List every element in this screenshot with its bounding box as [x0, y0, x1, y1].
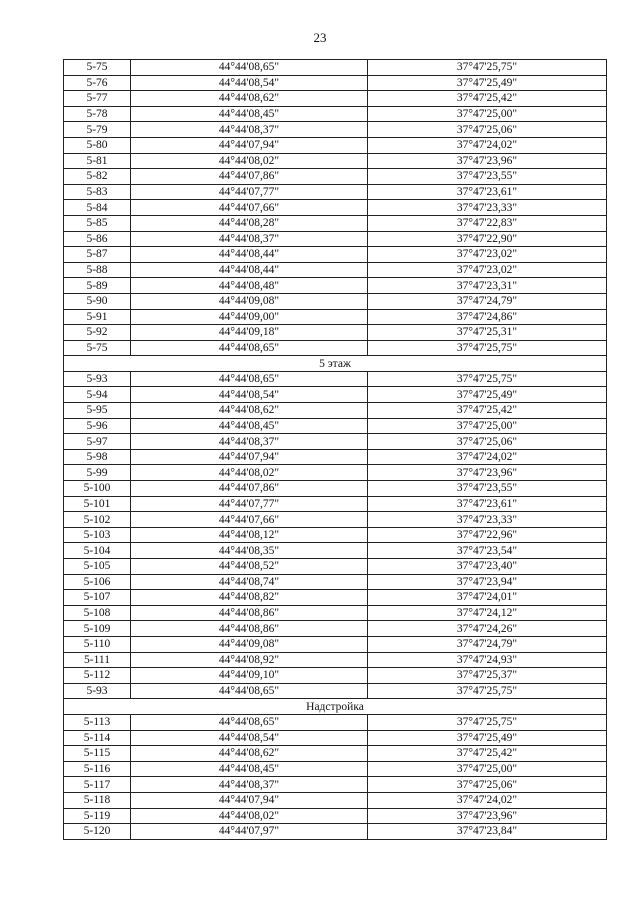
latitude-cell: 44°44'08,54" — [131, 387, 368, 403]
longitude-cell: 37°47'23,31" — [368, 278, 607, 294]
point-number-cell: 5-80 — [64, 137, 131, 153]
longitude-cell: 37°47'24,26" — [368, 621, 607, 637]
latitude-cell: 44°44'08,65" — [131, 60, 368, 76]
latitude-cell: 44°44'07,94" — [131, 137, 368, 153]
section-heading: Надстройка — [64, 699, 607, 715]
table-row — [64, 652, 607, 668]
table-row — [64, 714, 607, 730]
longitude-cell: 37°47'24,79" — [368, 636, 607, 652]
point-number-cell: 5-78 — [64, 106, 131, 122]
table-row — [64, 449, 607, 465]
point-number-cell: 5-113 — [64, 714, 131, 730]
longitude-cell: 37°47'25,06" — [368, 122, 607, 138]
point-number-cell: 5-115 — [64, 746, 131, 762]
latitude-cell: 44°44'07,66" — [131, 512, 368, 528]
longitude-cell: 37°47'25,75" — [368, 340, 607, 356]
point-number-cell: 5-104 — [64, 543, 131, 559]
point-number-cell: 5-109 — [64, 621, 131, 637]
latitude-cell: 44°44'08,02" — [131, 465, 368, 481]
longitude-cell: 37°47'25,75" — [368, 60, 607, 76]
point-number-cell: 5-82 — [64, 169, 131, 185]
longitude-cell: 37°47'24,12" — [368, 605, 607, 621]
point-number-cell: 5-97 — [64, 434, 131, 450]
table-row — [64, 91, 607, 107]
table-row — [64, 512, 607, 528]
point-number-cell: 5-87 — [64, 247, 131, 263]
table-row — [64, 590, 607, 606]
longitude-cell: 37°47'25,00" — [368, 418, 607, 434]
table-row — [64, 278, 607, 294]
longitude-cell: 37°47'25,49" — [368, 387, 607, 403]
longitude-cell: 37°47'23,61" — [368, 496, 607, 512]
latitude-cell: 44°44'07,94" — [131, 449, 368, 465]
table-row — [64, 730, 607, 746]
table-row — [64, 668, 607, 684]
table-row — [64, 122, 607, 138]
table-row — [64, 777, 607, 793]
table-row — [64, 465, 607, 481]
latitude-cell: 44°44'08,37" — [131, 434, 368, 450]
point-number-cell: 5-102 — [64, 512, 131, 528]
longitude-cell: 37°47'23,54" — [368, 543, 607, 559]
table-row — [64, 137, 607, 153]
longitude-cell: 37°47'23,55" — [368, 481, 607, 497]
point-number-cell: 5-99 — [64, 465, 131, 481]
longitude-cell: 37°47'23,61" — [368, 184, 607, 200]
point-number-cell: 5-86 — [64, 231, 131, 247]
longitude-cell: 37°47'23,94" — [368, 574, 607, 590]
section-heading-row — [64, 356, 607, 372]
longitude-cell: 37°47'25,42" — [368, 403, 607, 419]
point-number-cell: 5-76 — [64, 75, 131, 91]
longitude-cell: 37°47'25,75" — [368, 371, 607, 387]
latitude-cell: 44°44'08,54" — [131, 730, 368, 746]
point-number-cell: 5-92 — [64, 325, 131, 341]
table-row — [64, 824, 607, 840]
longitude-cell: 37°47'24,01" — [368, 590, 607, 606]
point-number-cell: 5-117 — [64, 777, 131, 793]
point-number-cell: 5-98 — [64, 449, 131, 465]
point-number-cell: 5-77 — [64, 91, 131, 107]
table-row — [64, 746, 607, 762]
longitude-cell: 37°47'25,49" — [368, 75, 607, 91]
point-number-cell: 5-116 — [64, 761, 131, 777]
latitude-cell: 44°44'07,97" — [131, 824, 368, 840]
point-number-cell: 5-114 — [64, 730, 131, 746]
table-row — [64, 75, 607, 91]
latitude-cell: 44°44'08,37" — [131, 231, 368, 247]
coordinates-table-body — [64, 60, 607, 840]
longitude-cell: 37°47'25,37" — [368, 668, 607, 684]
longitude-cell: 37°47'22,83" — [368, 215, 607, 231]
point-number-cell: 5-75 — [64, 60, 131, 76]
table-row — [64, 215, 607, 231]
longitude-cell: 37°47'25,00" — [368, 106, 607, 122]
latitude-cell: 44°44'08,12" — [131, 527, 368, 543]
point-number-cell: 5-83 — [64, 184, 131, 200]
point-number-cell: 5-100 — [64, 481, 131, 497]
latitude-cell: 44°44'07,86" — [131, 169, 368, 185]
longitude-cell: 37°47'23,84" — [368, 824, 607, 840]
section-heading-row — [64, 699, 607, 715]
latitude-cell: 44°44'08,48" — [131, 278, 368, 294]
latitude-cell: 44°44'07,86" — [131, 481, 368, 497]
longitude-cell: 37°47'23,96" — [368, 153, 607, 169]
latitude-cell: 44°44'08,86" — [131, 621, 368, 637]
longitude-cell: 37°47'25,49" — [368, 730, 607, 746]
latitude-cell: 44°44'08,35" — [131, 543, 368, 559]
point-number-cell: 5-107 — [64, 590, 131, 606]
latitude-cell: 44°44'08,86" — [131, 605, 368, 621]
longitude-cell: 37°47'25,06" — [368, 777, 607, 793]
table-row — [64, 559, 607, 575]
longitude-cell: 37°47'25,75" — [368, 683, 607, 699]
table-row — [64, 621, 607, 637]
point-number-cell: 5-90 — [64, 293, 131, 309]
longitude-cell: 37°47'24,86" — [368, 309, 607, 325]
table-row — [64, 683, 607, 699]
table-row — [64, 808, 607, 824]
point-number-cell: 5-91 — [64, 309, 131, 325]
latitude-cell: 44°44'08,45" — [131, 106, 368, 122]
longitude-cell: 37°47'25,00" — [368, 761, 607, 777]
point-number-cell: 5-79 — [64, 122, 131, 138]
point-number-cell: 5-108 — [64, 605, 131, 621]
longitude-cell: 37°47'22,90" — [368, 231, 607, 247]
latitude-cell: 44°44'09,08" — [131, 636, 368, 652]
table-row — [64, 636, 607, 652]
longitude-cell: 37°47'23,96" — [368, 465, 607, 481]
table-row — [64, 605, 607, 621]
latitude-cell: 44°44'08,92" — [131, 652, 368, 668]
table-row — [64, 309, 607, 325]
longitude-cell: 37°47'23,55" — [368, 169, 607, 185]
longitude-cell: 37°47'22,96" — [368, 527, 607, 543]
latitude-cell: 44°44'08,37" — [131, 122, 368, 138]
point-number-cell: 5-89 — [64, 278, 131, 294]
latitude-cell: 44°44'08,65" — [131, 683, 368, 699]
longitude-cell: 37°47'25,42" — [368, 91, 607, 107]
latitude-cell: 44°44'08,28" — [131, 215, 368, 231]
table-row — [64, 60, 607, 76]
longitude-cell: 37°47'23,96" — [368, 808, 607, 824]
table-row — [64, 153, 607, 169]
longitude-cell: 37°47'23,02" — [368, 247, 607, 263]
point-number-cell: 5-101 — [64, 496, 131, 512]
latitude-cell: 44°44'08,62" — [131, 403, 368, 419]
table-row — [64, 231, 607, 247]
latitude-cell: 44°44'08,62" — [131, 91, 368, 107]
point-number-cell: 5-118 — [64, 792, 131, 808]
latitude-cell: 44°44'07,77" — [131, 496, 368, 512]
latitude-cell: 44°44'09,18" — [131, 325, 368, 341]
point-number-cell: 5-112 — [64, 668, 131, 684]
point-number-cell: 5-105 — [64, 559, 131, 575]
table-row — [64, 325, 607, 341]
point-number-cell: 5-88 — [64, 262, 131, 278]
point-number-cell: 5-120 — [64, 824, 131, 840]
point-number-cell: 5-106 — [64, 574, 131, 590]
longitude-cell: 37°47'23,33" — [368, 512, 607, 528]
table-row — [64, 496, 607, 512]
table-row — [64, 200, 607, 216]
longitude-cell: 37°47'24,93" — [368, 652, 607, 668]
latitude-cell: 44°44'08,02" — [131, 153, 368, 169]
table-row — [64, 761, 607, 777]
longitude-cell: 37°47'24,02" — [368, 137, 607, 153]
table-row — [64, 792, 607, 808]
longitude-cell: 37°47'23,40" — [368, 559, 607, 575]
table-row — [64, 527, 607, 543]
point-number-cell: 5-119 — [64, 808, 131, 824]
table-row — [64, 387, 607, 403]
table-row — [64, 169, 607, 185]
latitude-cell: 44°44'07,77" — [131, 184, 368, 200]
longitude-cell: 37°47'24,02" — [368, 792, 607, 808]
latitude-cell: 44°44'09,00" — [131, 309, 368, 325]
latitude-cell: 44°44'08,65" — [131, 371, 368, 387]
latitude-cell: 44°44'07,66" — [131, 200, 368, 216]
latitude-cell: 44°44'08,82" — [131, 590, 368, 606]
latitude-cell: 44°44'08,65" — [131, 340, 368, 356]
latitude-cell: 44°44'08,45" — [131, 418, 368, 434]
point-number-cell: 5-93 — [64, 683, 131, 699]
longitude-cell: 37°47'25,42" — [368, 746, 607, 762]
table-row — [64, 481, 607, 497]
longitude-cell: 37°47'24,79" — [368, 293, 607, 309]
latitude-cell: 44°44'08,37" — [131, 777, 368, 793]
coordinates-table — [63, 59, 607, 840]
point-number-cell: 5-84 — [64, 200, 131, 216]
latitude-cell: 44°44'08,52" — [131, 559, 368, 575]
table-row — [64, 184, 607, 200]
section-heading: 5 этаж — [64, 356, 607, 372]
table-row — [64, 340, 607, 356]
latitude-cell: 44°44'08,54" — [131, 75, 368, 91]
table-row — [64, 262, 607, 278]
point-number-cell: 5-94 — [64, 387, 131, 403]
point-number-cell: 5-85 — [64, 215, 131, 231]
latitude-cell: 44°44'08,44" — [131, 262, 368, 278]
point-number-cell: 5-111 — [64, 652, 131, 668]
point-number-cell: 5-95 — [64, 403, 131, 419]
table-row — [64, 418, 607, 434]
table-row — [64, 106, 607, 122]
page-number: 23 — [313, 30, 327, 45]
latitude-cell: 44°44'08,62" — [131, 746, 368, 762]
point-number-cell: 5-96 — [64, 418, 131, 434]
latitude-cell: 44°44'08,02" — [131, 808, 368, 824]
point-number-cell: 5-75 — [64, 340, 131, 356]
point-number-cell: 5-93 — [64, 371, 131, 387]
latitude-cell: 44°44'09,10" — [131, 668, 368, 684]
longitude-cell: 37°47'25,31" — [368, 325, 607, 341]
point-number-cell: 5-110 — [64, 636, 131, 652]
table-row — [64, 403, 607, 419]
table-row — [64, 543, 607, 559]
point-number-cell: 5-103 — [64, 527, 131, 543]
point-number-cell: 5-81 — [64, 153, 131, 169]
latitude-cell: 44°44'08,65" — [131, 714, 368, 730]
table-row — [64, 247, 607, 263]
longitude-cell: 37°47'25,75" — [368, 714, 607, 730]
longitude-cell: 37°47'25,06" — [368, 434, 607, 450]
table-row — [64, 371, 607, 387]
table-row — [64, 574, 607, 590]
latitude-cell: 44°44'08,74" — [131, 574, 368, 590]
table-row — [64, 293, 607, 309]
table-row — [64, 434, 607, 450]
latitude-cell: 44°44'08,44" — [131, 247, 368, 263]
longitude-cell: 37°47'24,02" — [368, 449, 607, 465]
latitude-cell: 44°44'09,08" — [131, 293, 368, 309]
longitude-cell: 37°47'23,02" — [368, 262, 607, 278]
latitude-cell: 44°44'08,45" — [131, 761, 368, 777]
longitude-cell: 37°47'23,33" — [368, 200, 607, 216]
latitude-cell: 44°44'07,94" — [131, 792, 368, 808]
